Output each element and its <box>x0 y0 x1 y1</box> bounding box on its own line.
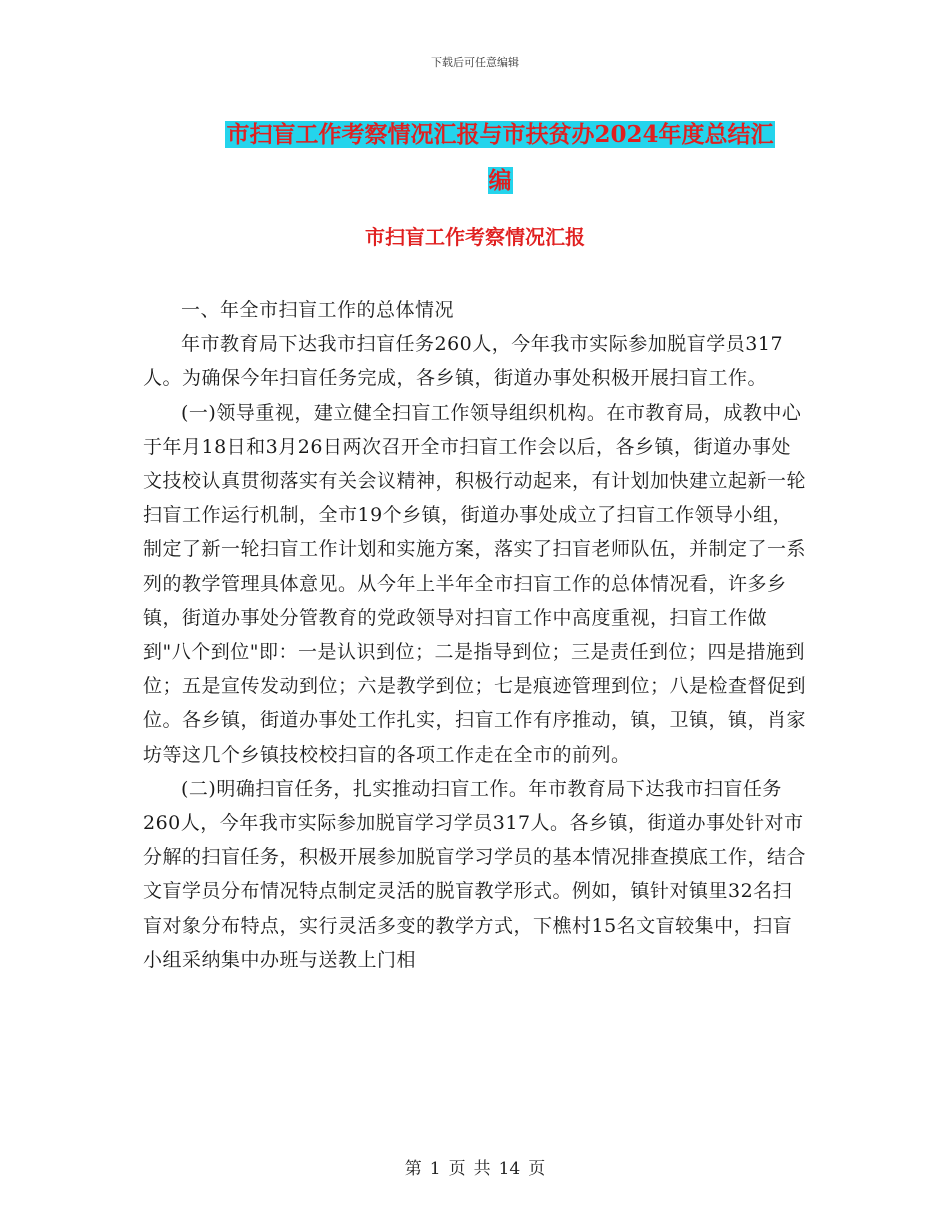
document-title <box>150 112 850 204</box>
paragraph: 一、年全市扫盲工作的总体情况 <box>181 299 455 321</box>
total-unit: 页 <box>528 1159 546 1179</box>
total-pages: 14 <box>498 1159 521 1179</box>
page-number: 1 <box>429 1159 441 1179</box>
document-title-line-1: 市扫盲工作考察情况汇报与市扶贫办2024年度总结汇 <box>226 121 774 148</box>
paragraph: (一)领导重视，建立健全扫盲工作领导组织机构。在市教育局，成教中心于年月18日和3月26日两次召开全市扫盲工作会以后，各乡镇，街道办事处文技校认真贯彻落实有关会议精神，积极行动起来，有计划加快建立起新一轮扫盲工作运行机制，全市19个乡镇，街道办事处成立了扫盲工作领导小组，制定了新一轮扫盲工作计划和实施方案，落实了扫盲老师队伍，并制定了一系列的教学管理具体意见。从今年上半年全市扫盲工作的总体情况看，许多乡镇，街道办事处分管教育的党政领导对扫盲工作中高度重视，扫盲工作做到"八个到位"即：一是认识到位；二是指导到位；三是责任到位；四是措施到位；五是宣传发动到位；六是教学到位；七是痕迹管理到位；八是检查督促到位。各乡镇，街道办事处工作扎实，扫盲工作有序推动，镇，卫镇，镇，肖家坊等这几个乡镇技校校扫盲的各项工作走在全市的前列。 <box>143 401 807 766</box>
page-footer <box>0 1154 950 1179</box>
paragraph: (二)明确扫盲任务，扎实推动扫盲工作。年市教育局下达我市扫盲任务260人，今年我市实际参加脱盲学习学员317人。各乡镇，街道办事处针对市分解的扫盲任务，积极开展参加脱盲学习学员的基本情况排查摸底工作，结合文盲学员分布情况特点制定灵活的脱盲教学形式。例如，镇针对镇里32名扫盲对象分布特点，实行灵活多变的教学方式，下樵村15名文盲较集中，扫盲小组采纳集中办班与送教上门相 <box>143 777 807 971</box>
body-text <box>143 293 808 977</box>
paragraph: 年市教育局下达我市扫盲任务260人，今年我市实际参加脱盲学员317人。为确保今年扫盲任务完成，各乡镇，街道办事处积极开展扫盲工作。 <box>143 333 784 390</box>
document-title-line-2: 编 <box>488 167 512 194</box>
page-word: 第 <box>404 1159 422 1179</box>
header-note: 下载后可任意编辑 <box>431 56 519 69</box>
total-word: 共 <box>473 1159 491 1179</box>
section-title: 市扫盲工作考察情况汇报 <box>365 225 585 249</box>
page-unit: 页 <box>448 1159 466 1179</box>
